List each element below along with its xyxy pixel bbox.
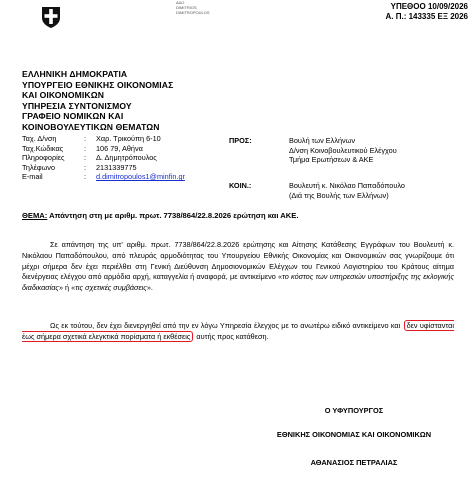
contact-value: Δ. Δημητρόπουλος — [96, 153, 157, 163]
signature-name: ΑΘΑΝΑΣΙΟΣ ΠΕΤΡΑΛΙΑΣ — [310, 458, 398, 467]
org-line: ΥΠΗΡΕΣΙΑ ΣΥΝΤΟΝΙΣΜΟΥ — [22, 100, 132, 111]
contact-label: E-mail — [22, 172, 43, 182]
body-paragraph-1 — [22, 240, 454, 294]
recipient-line: Βουλή των Ελλήνων — [289, 136, 356, 145]
cc-label: ΚΟΙΝ.: — [229, 181, 252, 190]
to-label: ΠΡΟΣ: — [229, 136, 252, 145]
subject-label: ΘΕΜΑ: — [22, 211, 48, 220]
contact-label: Πληροφορίες — [22, 153, 65, 163]
signature-title: Ο ΥΦΥΠΟΥΡΓΟΣ — [324, 406, 384, 415]
paragraph-text: ». — [146, 283, 153, 293]
subject-line — [22, 211, 298, 221]
org-line: ΕΛΛΗΝΙΚΗ ΔΗΜΟΚΡΑΤΙΑ — [22, 69, 128, 79]
greek-emblem-icon — [39, 5, 63, 34]
subject-text: Απάντηση στη με αριθμ. πρωτ. 7738/864/22.8.2026 ερώτηση και ΑΚΕ. — [47, 211, 299, 220]
contact-label: Ταχ.Κώδικας — [22, 143, 64, 153]
separator: : — [84, 143, 87, 153]
contact-value: Χαρ. Τρικούπη 6-10 — [96, 134, 161, 143]
paragraph-text: » ή « — [58, 283, 76, 293]
recipient-line: (Διά της Βουλής των Ελλήνων) — [289, 190, 389, 200]
paragraph-text: αυτής προς κατάθεση. — [196, 331, 269, 341]
contact-label: Ταχ. Δ/νση — [22, 134, 57, 143]
org-line: ΚΟΙΝΟΒΟΥΛΕΥΤΙΚΩΝ ΘΕΜΑΤΩΝ — [22, 121, 160, 132]
contact-row — [22, 163, 185, 173]
recipient-to-lines — [289, 136, 397, 165]
contact-details — [22, 134, 185, 182]
signature-block — [238, 406, 470, 468]
org-line: ΥΠΟΥΡΓΕΙΟ ΕΘΝΙΚΗΣ ΟΙΚΟΝΟΜΙΑΣ — [22, 79, 174, 90]
separator: : — [84, 134, 87, 143]
recipient-to-label — [229, 136, 252, 146]
recipient-cc-lines — [289, 181, 405, 200]
top-label: DIMITROPOULOS — [176, 10, 210, 15]
document-reference — [385, 2, 468, 22]
separator: : — [84, 172, 87, 182]
contact-value: 106 79, Αθήνα — [96, 143, 143, 153]
paragraph-text: Ως εκ τούτου, δεν έχει διενεργηθεί από την εν λόγω Υπηρεσία έλεγχος με το ανωτέρω ειδικό αντικείμενο και — [50, 321, 401, 330]
recipient-line: Τμήμα Ερωτήσεων & ΑΚΕ — [289, 155, 374, 165]
recipient-cc-label — [229, 181, 251, 191]
contact-row — [22, 172, 185, 182]
signature-ministry: ΕΘΝΙΚΗΣ ΟΙΚΟΝΟΜΙΑΣ ΚΑΙ ΟΙΚΟΝΟΜΙΚΩΝ — [276, 430, 432, 439]
protocol-number: Α. Π.: 143335 ΕΞ 2026 — [385, 12, 468, 21]
recipient-line: Δ/νση Κοινοβουλευτικού Ελέγχου — [289, 145, 397, 155]
recipient-line: Βουλευτή κ. Νικόλαο Παπαδόπουλο — [289, 181, 405, 190]
organization-header — [22, 69, 173, 133]
separator: : — [84, 162, 87, 172]
top-labels — [176, 0, 210, 15]
contact-row — [22, 134, 185, 144]
paragraph-text: Σε απάντηση της υπ' αριθμ. πρωτ. 7738/864/22.8.2026 ερώτησης και Αίτησης Κατάθεσης Εγγράφων του Βουλευτή κ. Νικόλαου Παπαδόπουλου, από πλευράς αρμοδιότητας του Υπουργείου Εθνικής Οικονομίας και Οικονομικών σας γνωρίζουμε ότι μέχρι σήμερα δεν έχει περιέλθει στη Γενική Διεύθυνση Δημοσιονομικών Ελέγχων του Γενικού Λογιστηρίου του Κράτους αίτημα διενέργειας ελέγχου από αρμόδια αρχή, καταγγελία ή αναφορά, με αντικείμενο « — [22, 240, 454, 282]
body-paragraph-2 — [22, 321, 454, 343]
contact-row — [22, 144, 185, 154]
org-line: ΚΑΙ ΟΙΚΟΝΟΜΙΚΩΝ — [22, 90, 104, 101]
document-date: ΥΠΕΘΟΟ 10/09/2026 — [390, 2, 468, 11]
italic-phrase: το κόστος των υπηρεσιών υποστήριξης της εκλογικής διαδικασίας — [22, 272, 454, 293]
email-link[interactable]: d.dimitropoulos1@minfin.gr — [96, 172, 185, 182]
italic-phrase: τις σχετικές συμβάσεις — [75, 283, 147, 293]
top-label: ΑΔΟ — [176, 0, 185, 5]
top-label: DIMITRIOS — [176, 5, 197, 10]
highlighted-phrase: δεν υφίστανται έως σήμερα σχετικά ελεγκτικά πορίσματα ή εκθέσεις — [22, 321, 455, 341]
contact-label: Τηλέφωνο — [22, 162, 56, 172]
contact-row — [22, 153, 185, 163]
org-line: ΓΡΑΦΕΙΟ ΝΟΜΙΚΩΝ ΚΑΙ — [22, 111, 124, 122]
contact-value: 2131339775 — [96, 162, 137, 172]
separator: : — [84, 153, 87, 163]
